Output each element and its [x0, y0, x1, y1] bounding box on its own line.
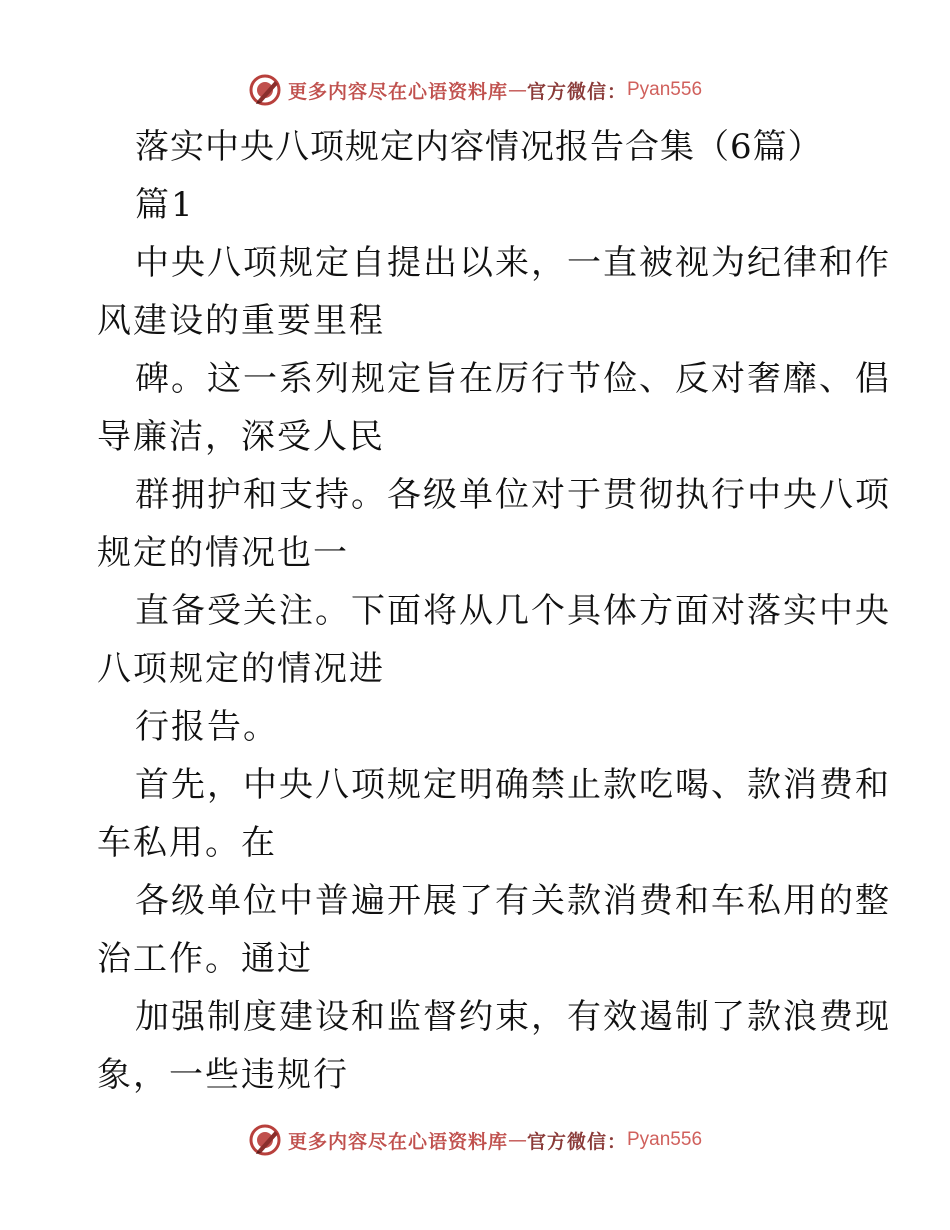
- text-line: 各级单位中普遍开展了有关款消费和车私用的整: [135, 881, 891, 921]
- header-banner: [0, 70, 950, 110]
- text-line: 加强制度建设和监督约束，有效遏制了款浪费现: [135, 997, 891, 1037]
- banner-wechat-id: Pyan556: [627, 1129, 703, 1150]
- banner-wechat-id: Pyan556: [627, 79, 703, 100]
- text-line: 直备受关注。下面将从几个具体方面对落实中央: [135, 591, 891, 631]
- pen-seal-logo-icon: [248, 73, 282, 107]
- banner-wechat-label: 官方微信：: [526, 80, 627, 103]
- text-line: 风建设的重要里程: [97, 301, 385, 341]
- pen-seal-logo-icon: [248, 1123, 282, 1157]
- text-line: 导廉洁，深受人民: [97, 417, 385, 457]
- text-line: 篇1: [135, 185, 195, 225]
- text-line: 车私用。在: [97, 823, 277, 863]
- text-line: 治工作。通过: [97, 939, 313, 979]
- text-line: 象，一些违规行: [97, 1055, 349, 1095]
- banner-separator: —: [507, 79, 527, 101]
- text-line: 八项规定的情况进: [97, 649, 385, 689]
- text-line: 中央八项规定自提出以来，一直被视为纪律和作: [135, 243, 891, 283]
- document-body: [97, 118, 891, 1104]
- text-line: 碑。这一系列规定旨在厉行节俭、反对奢靡、倡: [135, 359, 891, 399]
- document-title: 落实中央八项规定内容情况报告合集（6篇）: [135, 127, 823, 167]
- text-line: 行报告。: [135, 707, 279, 747]
- banner-main-text: 更多内容尽在心语资料库: [287, 1130, 508, 1153]
- text-line: 首先，中央八项规定明确禁止款吃喝、款消费和: [135, 765, 891, 805]
- text-line: 规定的情况也一: [97, 533, 349, 573]
- banner-separator: —: [507, 1129, 527, 1151]
- text-line: 群拥护和支持。各级单位对于贯彻执行中央八项: [135, 475, 891, 515]
- banner-main-text: 更多内容尽在心语资料库: [287, 80, 508, 103]
- banner-wechat-label: 官方微信：: [526, 1130, 627, 1153]
- footer-banner: [0, 1120, 950, 1160]
